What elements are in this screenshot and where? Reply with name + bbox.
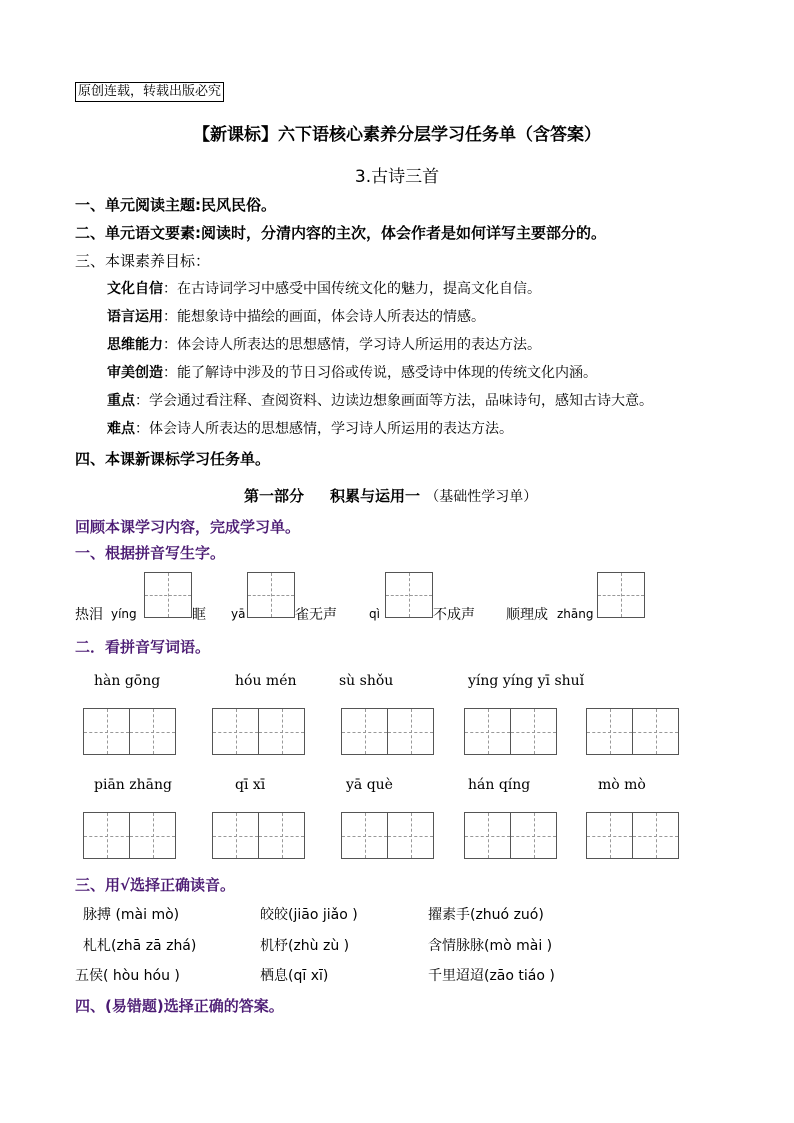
part1-note: （基础性学习单）	[425, 489, 538, 505]
goal-text: ：能想象诗中描绘的画面，体会诗人所表达的情感。	[163, 309, 485, 325]
q1-writing-box-2[interactable]	[247, 572, 295, 618]
section-goals: 三、本课素养目标：	[75, 252, 211, 270]
goal-culture	[107, 278, 541, 298]
goal-label: 文化自信	[107, 281, 163, 297]
q3-item-6: 含情脉脉(mò mài )	[428, 938, 553, 954]
q3-item-3: 擢素手(zhuó zuó)	[428, 907, 544, 923]
q2-writing-grid-6[interactable]	[83, 812, 176, 859]
q1-item-4-before: 顺理成	[506, 607, 548, 623]
q3-item-4: 札札(zhā zā zhá)	[83, 938, 197, 954]
part1-heading	[244, 485, 537, 506]
q3-item-1: 脉搏 (mài mò)	[83, 907, 180, 923]
q1-item-1-before: 热泪	[75, 607, 103, 623]
question-2: 二．看拼音写词语。	[75, 638, 211, 656]
q2-writing-grid-10[interactable]	[586, 812, 679, 859]
part1-intro: 回顾本课学习内容，完成学习单。	[75, 518, 301, 536]
question-4: 四、(易错题)选择正确的答案。	[75, 997, 284, 1015]
goal-label: 重点	[107, 393, 135, 409]
q1-writing-box-4[interactable]	[597, 572, 645, 618]
q2-pinyin-9: mò mò	[598, 777, 646, 793]
q2-writing-grid-9[interactable]	[464, 812, 557, 859]
q3-item-8: 栖息(qī xī)	[260, 968, 329, 984]
lesson-title: 3.古诗三首	[354, 167, 440, 187]
q3-item-5: 机杼(zhù zù )	[260, 938, 350, 954]
q1-item-1-after: 眶	[192, 607, 206, 623]
q2-pinyin-5: piān zhāng	[94, 777, 172, 793]
question-3	[75, 874, 235, 895]
goal-label: 难点	[107, 421, 135, 437]
part1-title: 第一部分	[244, 487, 305, 505]
q2-writing-grid-5[interactable]	[586, 708, 679, 755]
q3-item-7: 五侯( hòu hóu )	[75, 968, 180, 984]
goal-thinking	[107, 334, 541, 354]
q2-writing-grid-4[interactable]	[464, 708, 557, 755]
q1-item-2-after: 雀无声	[295, 607, 337, 623]
goal-language	[107, 306, 485, 326]
goal-text: ：能了解诗中涉及的节日习俗或传说，感受诗中体现的传统文化内涵。	[163, 365, 597, 381]
section-task-list: 四、本课新课标学习任务单。	[75, 450, 271, 468]
goal-label: 语言运用	[107, 309, 163, 325]
q3-item-2: 皎皎(jiāo jiǎo )	[260, 907, 358, 923]
part1-title2: 积累与运用一	[330, 487, 421, 505]
q1-item-3-pinyin: qì	[369, 607, 380, 621]
goal-text: ：学会通过看注释、查阅资料、边读边想象画面等方法，品味诗句，感知古诗大意。	[135, 393, 653, 409]
goal-text: ：在古诗词学习中感受中国传统文化的魅力，提高文化自信。	[163, 281, 541, 297]
question-1: 一、根据拼音写生字。	[75, 544, 226, 562]
q1-item-2-pinyin: yā	[231, 607, 246, 621]
goal-text: ：体会诗人所表达的思想感情，学习诗人所运用的表达方法。	[135, 421, 513, 437]
section-unit-theme: 一、单元阅读主题:民风民俗。	[75, 196, 276, 214]
q3-rest: 选择正确读音。	[130, 876, 236, 894]
goal-label: 审美创造	[107, 365, 163, 381]
q2-pinyin-1: hàn gōng	[94, 673, 161, 689]
q1-item-3-after: 不成声	[433, 607, 475, 623]
section-unit-elements: 二、单元语文要素:阅读时，分清内容的主次，体会作者是如何详写主要部分的。	[75, 224, 607, 242]
q2-pinyin-2: hóu mén	[235, 673, 297, 689]
q2-pinyin-4: yíng yíng yī shuǐ	[468, 673, 585, 689]
q2-writing-grid-7[interactable]	[212, 812, 305, 859]
goal-difficulty	[107, 418, 513, 438]
q2-pinyin-7: yā què	[346, 777, 393, 793]
q2-writing-grid-2[interactable]	[212, 708, 305, 755]
page-title: 【新课标】六下语核心素养分层学习任务单（含答案）	[193, 125, 601, 145]
q2-pinyin-8: hán qíng	[468, 777, 531, 793]
goal-aesthetic	[107, 362, 597, 382]
q1-item-1-pinyin: yíng	[111, 607, 137, 621]
q2-pinyin-6: qī xī	[235, 777, 266, 793]
q3-item-9: 千里迢迢(zāo tiáo )	[428, 968, 555, 984]
q2-pinyin-3: sù shǒu	[339, 673, 394, 689]
checkmark-icon: √	[120, 876, 131, 894]
goal-text: ：体会诗人所表达的思想感情，学习诗人所运用的表达方法。	[163, 337, 541, 353]
copyright-stamp: 原创连载，转载出版必究	[75, 82, 224, 102]
goal-label: 思维能力	[107, 337, 163, 353]
q2-writing-grid-8[interactable]	[341, 812, 434, 859]
q3-prefix: 三、用	[75, 876, 121, 894]
q2-writing-grid-3[interactable]	[341, 708, 434, 755]
q1-item-4-pinyin: zhāng	[557, 607, 594, 621]
q1-writing-box-1[interactable]	[144, 572, 192, 618]
q1-writing-box-3[interactable]	[385, 572, 433, 618]
q2-writing-grid-1[interactable]	[83, 708, 176, 755]
goal-key-point	[107, 390, 653, 410]
